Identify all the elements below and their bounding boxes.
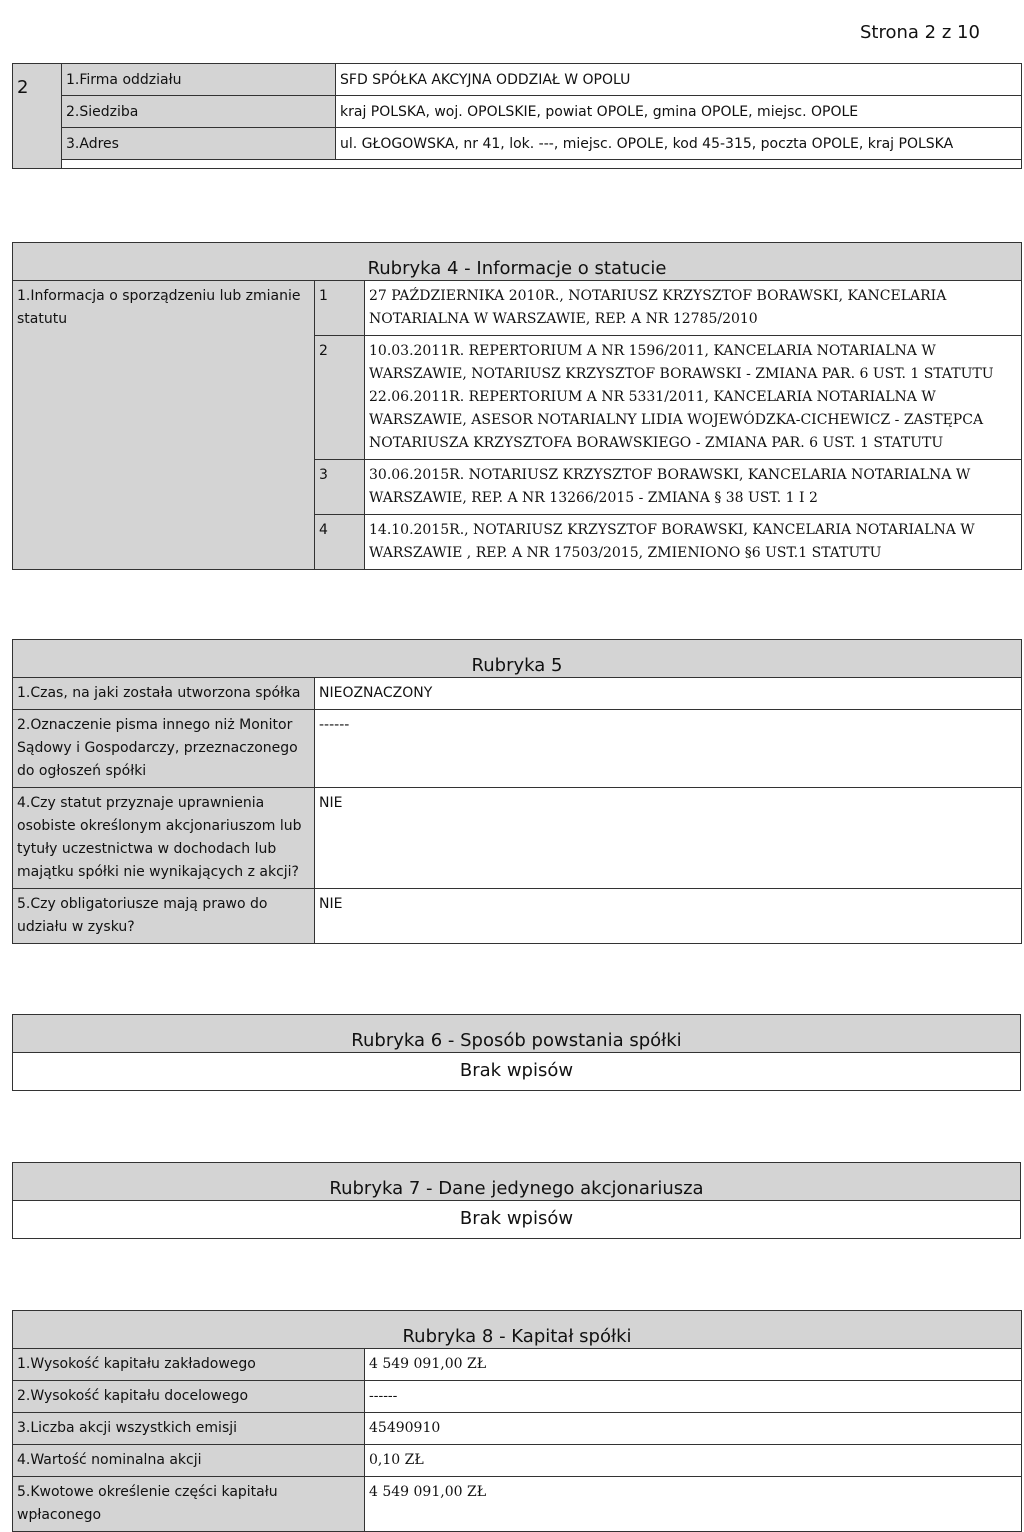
rubryka-6-table <box>12 1014 1021 1091</box>
branch-table <box>12 63 1022 169</box>
rubryka-4-table <box>12 242 1022 570</box>
page-number: Strona 2 z 10 <box>860 22 980 43</box>
rubryka-8-value: ------ <box>365 1381 1022 1413</box>
rubryka-4-entry-num: 3 <box>315 460 365 515</box>
branch-value-siedziba: kraj POLSKA, woj. OPOLSKIE, powiat OPOLE, gmina OPOLE, miejsc. OPOLE <box>336 96 1022 128</box>
rubryka-4-entry-text: 10.03.2011R. REPERTORIUM A NR 1596/2011, KANCELARIA NOTARIALNA W WARSZAWIE, NOTARIUSZ KRZYSZTOF BORAWSKI - ZMIANA PAR. 6 UST. 1 STATUTU 22.06.2011R. REPERTORIUM A NR 5331/2011, KANCELARIA NOTARIALNA W WARSZAWIE, ASESOR NOTARIALNY LIDIA WOJEWÓDZKA-CICHEWICZ - ZASTĘPCA NOTARIUSZA KRZYSZTOFA BORAWSKIEGO - ZMIANA PAR. 6 UST. 1 STATUTU <box>365 336 1022 460</box>
rubryka-7-table <box>12 1162 1021 1239</box>
rubryka-5-value: NIEOZNACZONY <box>315 678 1022 710</box>
rubryka-8-value: 45490910 <box>365 1413 1022 1445</box>
rubryka-5-label: 4.Czy statut przyznaje uprawnienia osobiste określonym akcjonariuszom lub tytuły uczestnictwa w dochodach lub majątku spółki nie wynikających z akcji? <box>13 788 315 889</box>
rubryka-5-label: 1.Czas, na jaki została utworzona spółka <box>13 678 315 710</box>
rubryka-5-label: 5.Czy obligatoriusze mają prawo do udziału w zysku? <box>13 889 315 944</box>
branch-label-adres: 3.Adres <box>62 128 336 160</box>
branch-number: 2 <box>13 64 62 169</box>
branch-value-firma: SFD SPÓŁKA AKCYJNA ODDZIAŁ W OPOLU <box>336 64 1022 96</box>
rubryka-4-label: 1.Informacja o sporządzeniu lub zmianie statutu <box>13 281 315 570</box>
rubryka-8-value: 4 549 091,00 ZŁ <box>365 1477 1022 1532</box>
rubryka-4-entry-text: 14.10.2015R., NOTARIUSZ KRZYSZTOF BORAWSKI, KANCELARIA NOTARIALNA W WARSZAWIE , REP. A NR 17503/2015, ZMIENIONO §6 UST.1 STATUTU <box>365 515 1022 570</box>
rubryka-5-value: ------ <box>315 710 1022 788</box>
rubryka-6-empty: Brak wpisów <box>13 1053 1021 1091</box>
rubryka-5-value: NIE <box>315 889 1022 944</box>
branch-spacer-row <box>62 160 1022 169</box>
branch-value-adres: ul. GŁOGOWSKA, nr 41, lok. ---, miejsc. OPOLE, kod 45-315, poczta OPOLE, kraj POLSKA <box>336 128 1022 160</box>
rubryka-5-table <box>12 639 1022 944</box>
rubryka-4-entry-num: 1 <box>315 281 365 336</box>
rubryka-8-label: 5.Kwotowe określenie części kapitału wpłaconego <box>13 1477 365 1532</box>
rubryka-5-title: Rubryka 5 <box>13 640 1022 678</box>
rubryka-8-value: 4 549 091,00 ZŁ <box>365 1349 1022 1381</box>
rubryka-7-title: Rubryka 7 - Dane jedynego akcjonariusza <box>13 1163 1021 1201</box>
rubryka-8-value: 0,10 ZŁ <box>365 1445 1022 1477</box>
rubryka-8-label: 4.Wartość nominalna akcji <box>13 1445 365 1477</box>
rubryka-6-title: Rubryka 6 - Sposób powstania spółki <box>13 1015 1021 1053</box>
rubryka-8-label: 2.Wysokość kapitału docelowego <box>13 1381 365 1413</box>
rubryka-5-value: NIE <box>315 788 1022 889</box>
rubryka-8-label: 1.Wysokość kapitału zakładowego <box>13 1349 365 1381</box>
rubryka-4-title: Rubryka 4 - Informacje o statucie <box>13 243 1022 281</box>
rubryka-7-empty: Brak wpisów <box>13 1201 1021 1239</box>
branch-label-siedziba: 2.Siedziba <box>62 96 336 128</box>
rubryka-4-entry-num: 2 <box>315 336 365 460</box>
rubryka-4-entry-text: 30.06.2015R. NOTARIUSZ KRZYSZTOF BORAWSKI, KANCELARIA NOTARIALNA W WARSZAWIE, REP. A NR 13266/2015 - ZMIANA § 38 UST. 1 I 2 <box>365 460 1022 515</box>
rubryka-8-table <box>12 1310 1022 1532</box>
rubryka-5-label: 2.Oznaczenie pisma innego niż Monitor Sądowy i Gospodarczy, przeznaczonego do ogłoszeń spółki <box>13 710 315 788</box>
rubryka-8-label: 3.Liczba akcji wszystkich emisji <box>13 1413 365 1445</box>
rubryka-8-title: Rubryka 8 - Kapitał spółki <box>13 1311 1022 1349</box>
branch-label-firma: 1.Firma oddziału <box>62 64 336 96</box>
rubryka-4-entry-num: 4 <box>315 515 365 570</box>
rubryka-4-entry-text: 27 PAŹDZIERNIKA 2010R., NOTARIUSZ KRZYSZTOF BORAWSKI, KANCELARIA NOTARIALNA W WARSZAWIE, REP. A NR 12785/2010 <box>365 281 1022 336</box>
